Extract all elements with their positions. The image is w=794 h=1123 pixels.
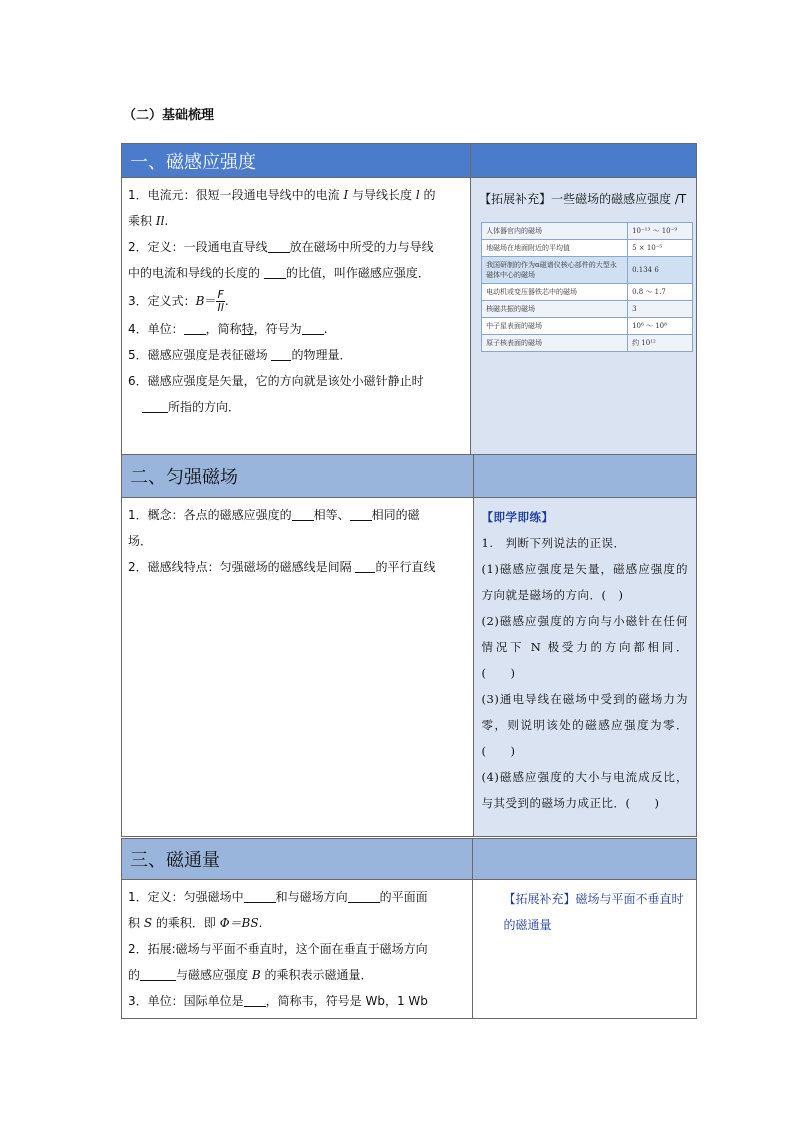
section-header-side — [473, 455, 696, 498]
fill-blank[interactable] — [292, 506, 314, 521]
section-header-side — [473, 839, 697, 880]
fraction: $\frac{F}{Il}$ — [217, 288, 224, 314]
table-row — [482, 284, 693, 301]
section-body — [122, 498, 474, 837]
practice-title: 【即学即练】 — [481, 510, 554, 524]
field-source-cell: 电动机或变压器铁芯中的磁场 — [482, 284, 628, 301]
table-row — [482, 318, 693, 335]
table-row — [482, 301, 693, 318]
fill-blank[interactable] — [348, 888, 380, 903]
table-row — [482, 257, 693, 284]
table-row — [482, 335, 693, 352]
practice-panel — [473, 498, 696, 837]
field-value-cell: 约 10¹² — [628, 335, 693, 352]
field-value-cell: 0.8 ～ 1.7 — [628, 284, 693, 301]
section-title: 一、磁感应强度 — [122, 144, 471, 178]
field-source-cell: 我国研制的作为α磁谱仪核心部件的大型永磁体中心的磁场 — [482, 257, 628, 284]
field-value-cell: 5 × 10⁻⁵ — [628, 240, 693, 257]
side-note — [471, 178, 697, 457]
section-body — [122, 178, 471, 457]
field-value-cell: 0.134 6 — [628, 257, 693, 284]
table-row — [482, 240, 693, 257]
field-source-cell: 核磁共振的磁场 — [482, 301, 628, 318]
item-concept: 1．概念：各点的磁感应强度的 相等、 相同的磁 场． — [128, 508, 420, 548]
item-unit: 4．单位： ，简称特，符号为 . — [128, 322, 328, 336]
table-row — [482, 223, 693, 240]
page-heading: （二）基础梳理 — [123, 108, 215, 123]
side-note-title: 【拓展补充】一些磁场的磁感应强度 /T — [479, 192, 687, 206]
field-source-cell: 原子核表面的磁场 — [482, 335, 628, 352]
field-source-cell: 地磁场在地面附近的平均值 — [482, 240, 628, 257]
field-source-cell: 人体器官内的磁场 — [482, 223, 628, 240]
fill-blank[interactable] — [355, 558, 375, 573]
item-physical-quantity: 5．磁感应强度是表征磁场 的物理量． — [128, 348, 352, 362]
item-current-element: 1．电流元：很短一段通电导线中的电流 I 与导线长度 l 的 乘积 Il. — [128, 188, 436, 228]
fill-blank[interactable] — [244, 992, 266, 1007]
side-note — [473, 880, 697, 1019]
practice-item: (3)通电导线在磁场中受到的磁场力为零，则说明该处的磁感应强度为零．( ) — [481, 692, 688, 758]
practice-question: 1. 判断下列说法的正误． — [481, 536, 626, 550]
item-definition: 1．定义：匀强磁场中 和与磁场方向 的平面面 积 S 的乘积．即 Φ＝BS. — [128, 890, 428, 930]
field-value-cell: 3 — [628, 301, 693, 318]
section-header-side — [471, 144, 697, 178]
fill-blank[interactable] — [264, 264, 286, 279]
fill-blank[interactable] — [184, 320, 206, 335]
field-source-cell: 中子星表面的磁场 — [482, 318, 628, 335]
side-note-text: 【拓展补充】磁场与平面不垂直时的磁通量 — [503, 892, 684, 932]
section-uniform-field — [121, 454, 697, 837]
field-value-cell: 10⁻¹³ ～ 10⁻⁹ — [628, 223, 693, 240]
section-body — [122, 880, 473, 1019]
practice-item: (4)磁感应强度的大小与电流成反比，与其受到的磁场力成正比．( ) — [481, 770, 688, 810]
fill-blank[interactable] — [142, 398, 168, 413]
item-extension: 2．拓展:磁场与平面不垂直时，这个面在垂直于磁场方向 的 与磁感应强度 B 的乘积表示磁通量． — [128, 942, 428, 982]
field-value-cell: 10⁶ ～ 10⁸ — [628, 318, 693, 335]
fill-blank[interactable] — [302, 320, 324, 335]
section-title: 三、磁通量 — [122, 839, 473, 880]
fill-blank[interactable] — [350, 506, 372, 521]
item-direction: 6．磁感应强度是矢量，它的方向就是该处小磁针静止时 所指的方向． — [128, 374, 424, 414]
item-formula: 3．定义式：B＝ $\frac{F}{Il}$ . — [128, 288, 229, 314]
practice-item: (1)磁感应强度是矢量，磁感应强度的方向就是磁场的方向．( ) — [481, 562, 688, 602]
field-strength-table — [481, 222, 693, 352]
section-title: 二、匀强磁场 — [122, 455, 474, 498]
practice-item: (2)磁感应强度的方向与小磁针在任何情况下 N 极受力的方向都相同．( ) — [481, 614, 688, 680]
section-magnetic-induction — [121, 143, 697, 457]
section-magnetic-flux — [121, 838, 697, 1019]
fill-blank[interactable] — [271, 346, 291, 361]
fill-blank[interactable] — [244, 888, 276, 903]
item-definition: 2．定义：一段通电直导线 放在磁场中所受的力与导线 中的电流和导线的长度的 的比值，叫作磁感应强度． — [128, 240, 434, 280]
fill-blank[interactable] — [140, 966, 176, 981]
item-unit: 3．单位：国际单位是 ，简称韦，符号是 Wb，1 Wb — [128, 994, 428, 1008]
item-field-lines: 2．磁感线特点：匀强磁场的磁感线是间隔 的平行直线 — [128, 560, 436, 574]
fill-blank[interactable] — [268, 238, 290, 253]
